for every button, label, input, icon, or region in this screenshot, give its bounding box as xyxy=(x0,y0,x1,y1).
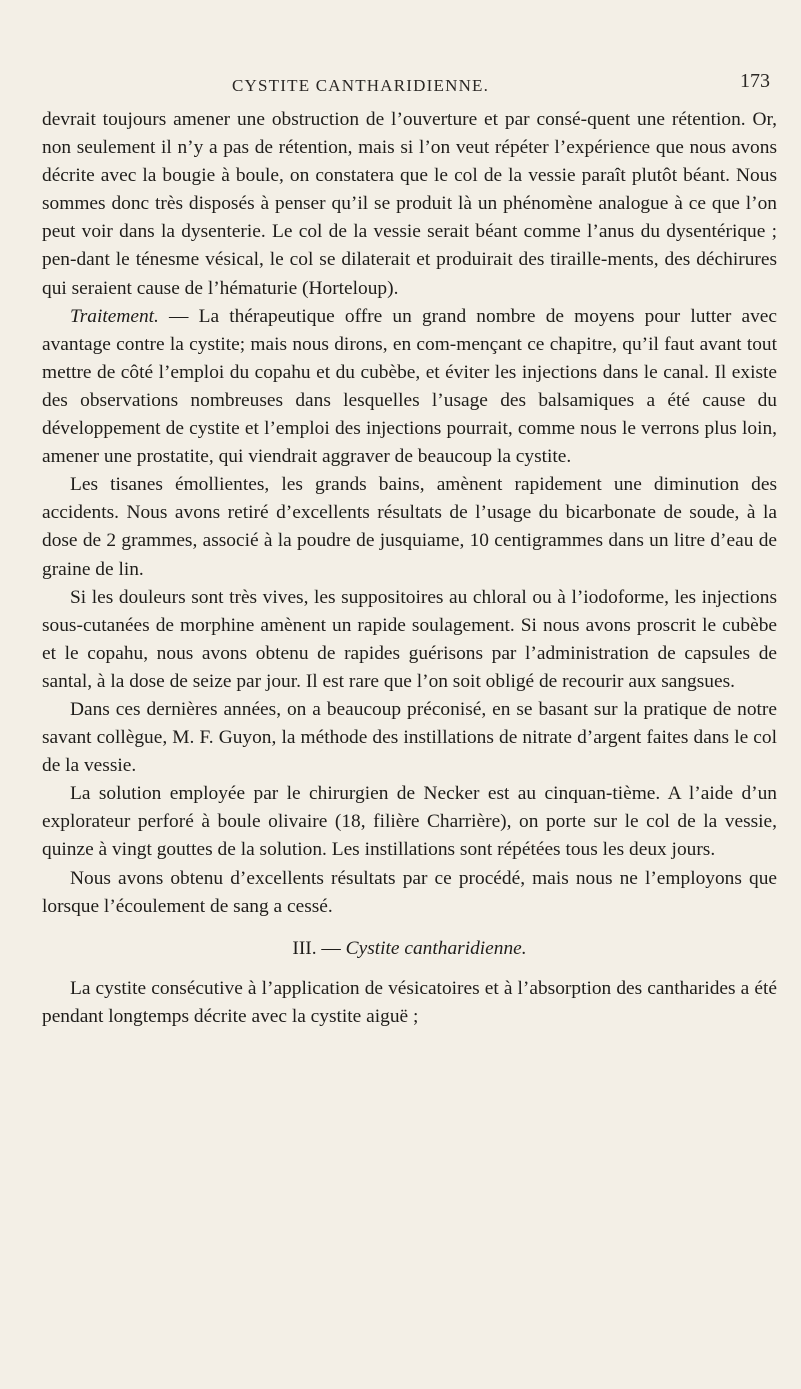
paragraph-cantharidienne: La cystite consécutive à l’application de vésicatoires et à l’absorption des cantharides a été pendant longtemps décrite avec la cystite aiguë ; xyxy=(42,977,777,1027)
paragraph-instillations: Dans ces dernières années, on a beaucoup préconisé, en se basant sur la pratique de notre savant collègue, M. F. Guyon, la méthode des instillations de nitrate d’argent faites dans le col de la vessie. xyxy=(42,698,777,777)
paragraph-tisanes: Les tisanes émollientes, les grands bains, amènent rapidement une diminution des accidents. Nous avons retiré d’excellents résultats de l’usage du bicarbonate de soude, à la dose de 2 grammes, associé à la poudre de jusquiame, 10 centigrammes dans un litre d’eau de graine de lin. xyxy=(42,474,777,580)
treatment-heading: Traitement. xyxy=(70,305,159,327)
section-heading xyxy=(42,935,777,963)
paragraph-solution: La solution employée par le chirurgien de Necker est au cinquan-tième. A l’aide d’un explorateur perforé à boule olivaire (18, filière Charrière), on porte sur le col de la vessie, quinze à vingt gouttes de la solution. Les instillations sont répétées tous les deux jours. xyxy=(42,783,777,861)
page-number: 173 xyxy=(740,70,770,92)
section-title: Cystite cantharidienne. xyxy=(345,937,527,959)
paragraph-resultats: Nous avons obtenu d’excellents résultats par ce procédé, mais nous ne l’employons que lorsque l’écoulement de sang a cessé. xyxy=(42,867,777,917)
paragraph-treatment xyxy=(42,303,777,472)
section-number: III. — xyxy=(292,937,346,959)
paragraph-douleurs: Si les douleurs sont très vives, les suppositoires au chloral ou à l’iodoforme, les injections sous-cutanées de morphine amènent un rapide soulagement. Si nous avons proscrit le cubèbe et le copahu, nous avons obtenu de rapides guérisons par l’administration de capsules de santal, à la dose de seize par jour. Il est rare que l’on soit obligé de recourir aux sangsues. xyxy=(42,586,777,692)
body-text xyxy=(42,106,777,1031)
running-head: CYSTITE CANTHARIDIENNE. xyxy=(232,76,490,95)
treatment-text: — La thérapeutique offre un grand nombre de moyens pour lutter avec avantage contre la cystite; mais nous dirons, en com-mençant ce chapitre, qu’il faut avant tout mettre de côté l’emploi du copahu et du cubèbe, et éviter les injections dans le canal. Il existe des observations nombreuses dans lesquelles l’usage des balsamiques a été cause du développement de cystite et l’emploi des injections pourrait, comme nous le verrons plus loin, amener une prostatite, qui viendrait aggraver de beaucoup la cystite. xyxy=(42,305,777,468)
paragraph-continuation: devrait toujours amener une obstruction de l’ouverture et par consé-quent une rétention. Or, non seulement il n’y a pas de rétention, mais si l’on veut répéter l’expérience que nous avons décrite avec la bougie à boule, on constatera que le col de la vessie paraît plutôt béant. Nous sommes donc très disposés à penser qu’il se produit là un phénomène analogue à ce que l’on peut voir dans la dysenterie. Le col de la vessie serait béant comme l’anus du dysentérique ; pen-dant le ténesme vésical, le col se dilaterait et produirait des tiraille-ments, des déchirures qui seraient cause de l’hématurie (Horteloup). xyxy=(42,109,777,299)
